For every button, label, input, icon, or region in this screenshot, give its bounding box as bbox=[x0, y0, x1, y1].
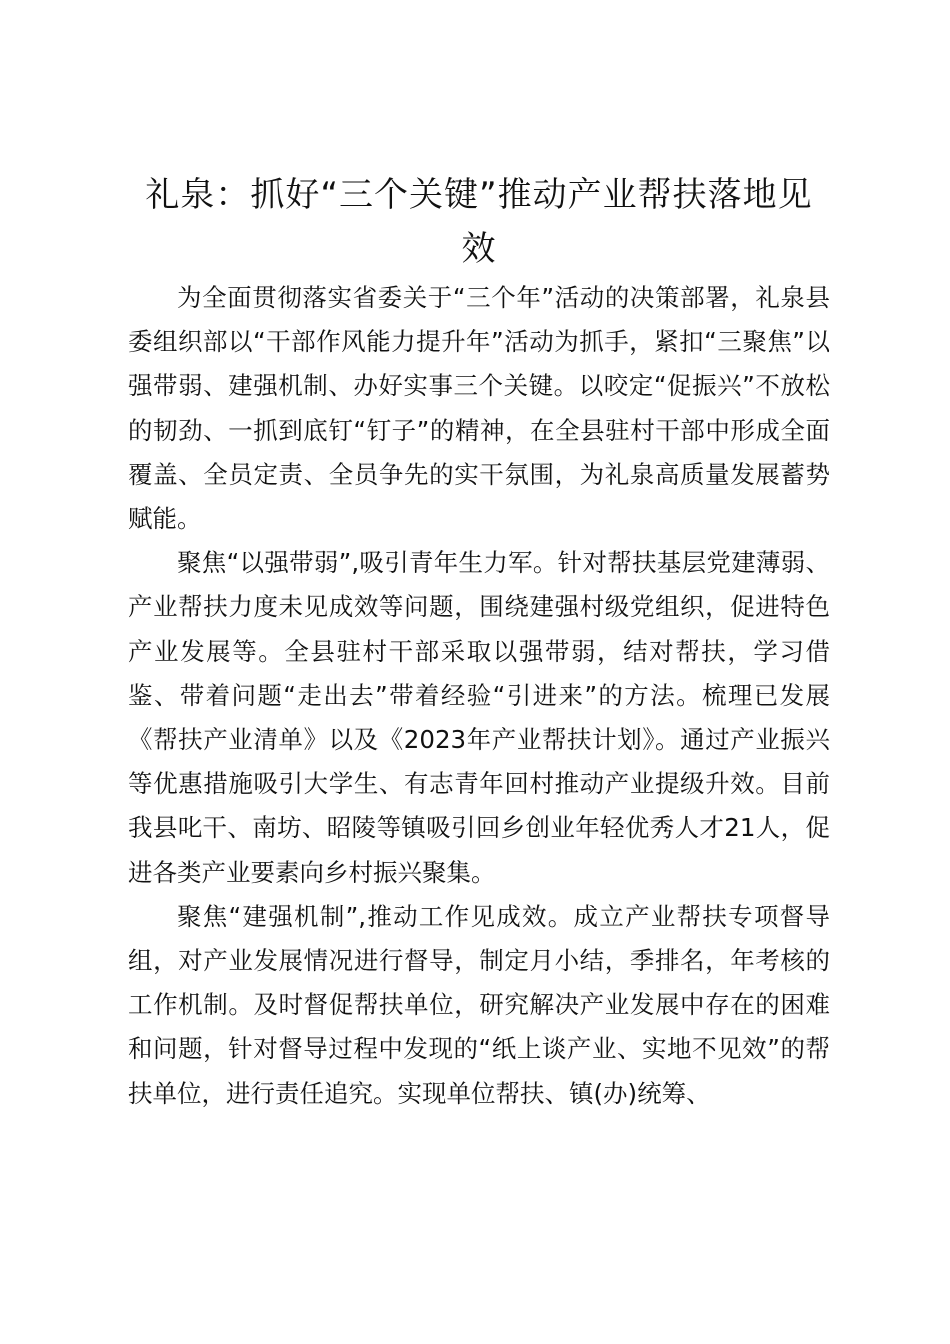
paragraph-strong-help-weak: 聚焦“以强带弱”,吸引青年生力军。针对帮扶基层党建薄弱、产业帮扶力度未见成效等问题，围绕建强村级党组织，促进特色产业发展等。全县驻村干部采取以强带弱，结对帮扶，学习借鉴、带着问题“走出去”带着经验“引进来”的方法。梳理已发展《帮扶产业清单》以及《2023年产业帮扶计划》。通过产业振兴等优惠措施吸引大学生、有志青年回村推动产业提级升效。目前我县叱干、南坊、昭陵等镇吸引回乡创业年轻优秀人才21人，促进各类产业要素向乡村振兴聚集。 bbox=[128, 548, 830, 887]
document-title: 礼泉：抓好“三个关键”推动产业帮扶落地见效 bbox=[145, 175, 813, 269]
paragraph-mechanism: 聚焦“建强机制”,推动工作见成效。成立产业帮扶专项督导组，对产业发展情况进行督导，制定月小结，季排名，年考核的工作机制。及时督促帮扶单位，研究解决产业发展中存在的困难和问题，针对督导过程中发现的“纸上谈产业、实地不见效”的帮扶单位，进行责任追究。实现单位帮扶、镇(办)统筹、 bbox=[128, 901, 830, 1108]
paragraph-intro: 为全面贯彻落实省委关于“三个年”活动的决策部署，礼泉县委组织部以“干部作风能力提升年”活动为抓手，紧扣“三聚焦”以强带弱、建强机制、办好实事三个关键。以咬定“促振兴”不放松的韧劲、一抓到底钉“钉子”的精神，在全县驻村干部中形成全面覆盖、全员定责、全员争先的实干氛围，为礼泉高质量发展蓄势赋能。 bbox=[128, 283, 830, 534]
document-body bbox=[128, 168, 830, 1116]
